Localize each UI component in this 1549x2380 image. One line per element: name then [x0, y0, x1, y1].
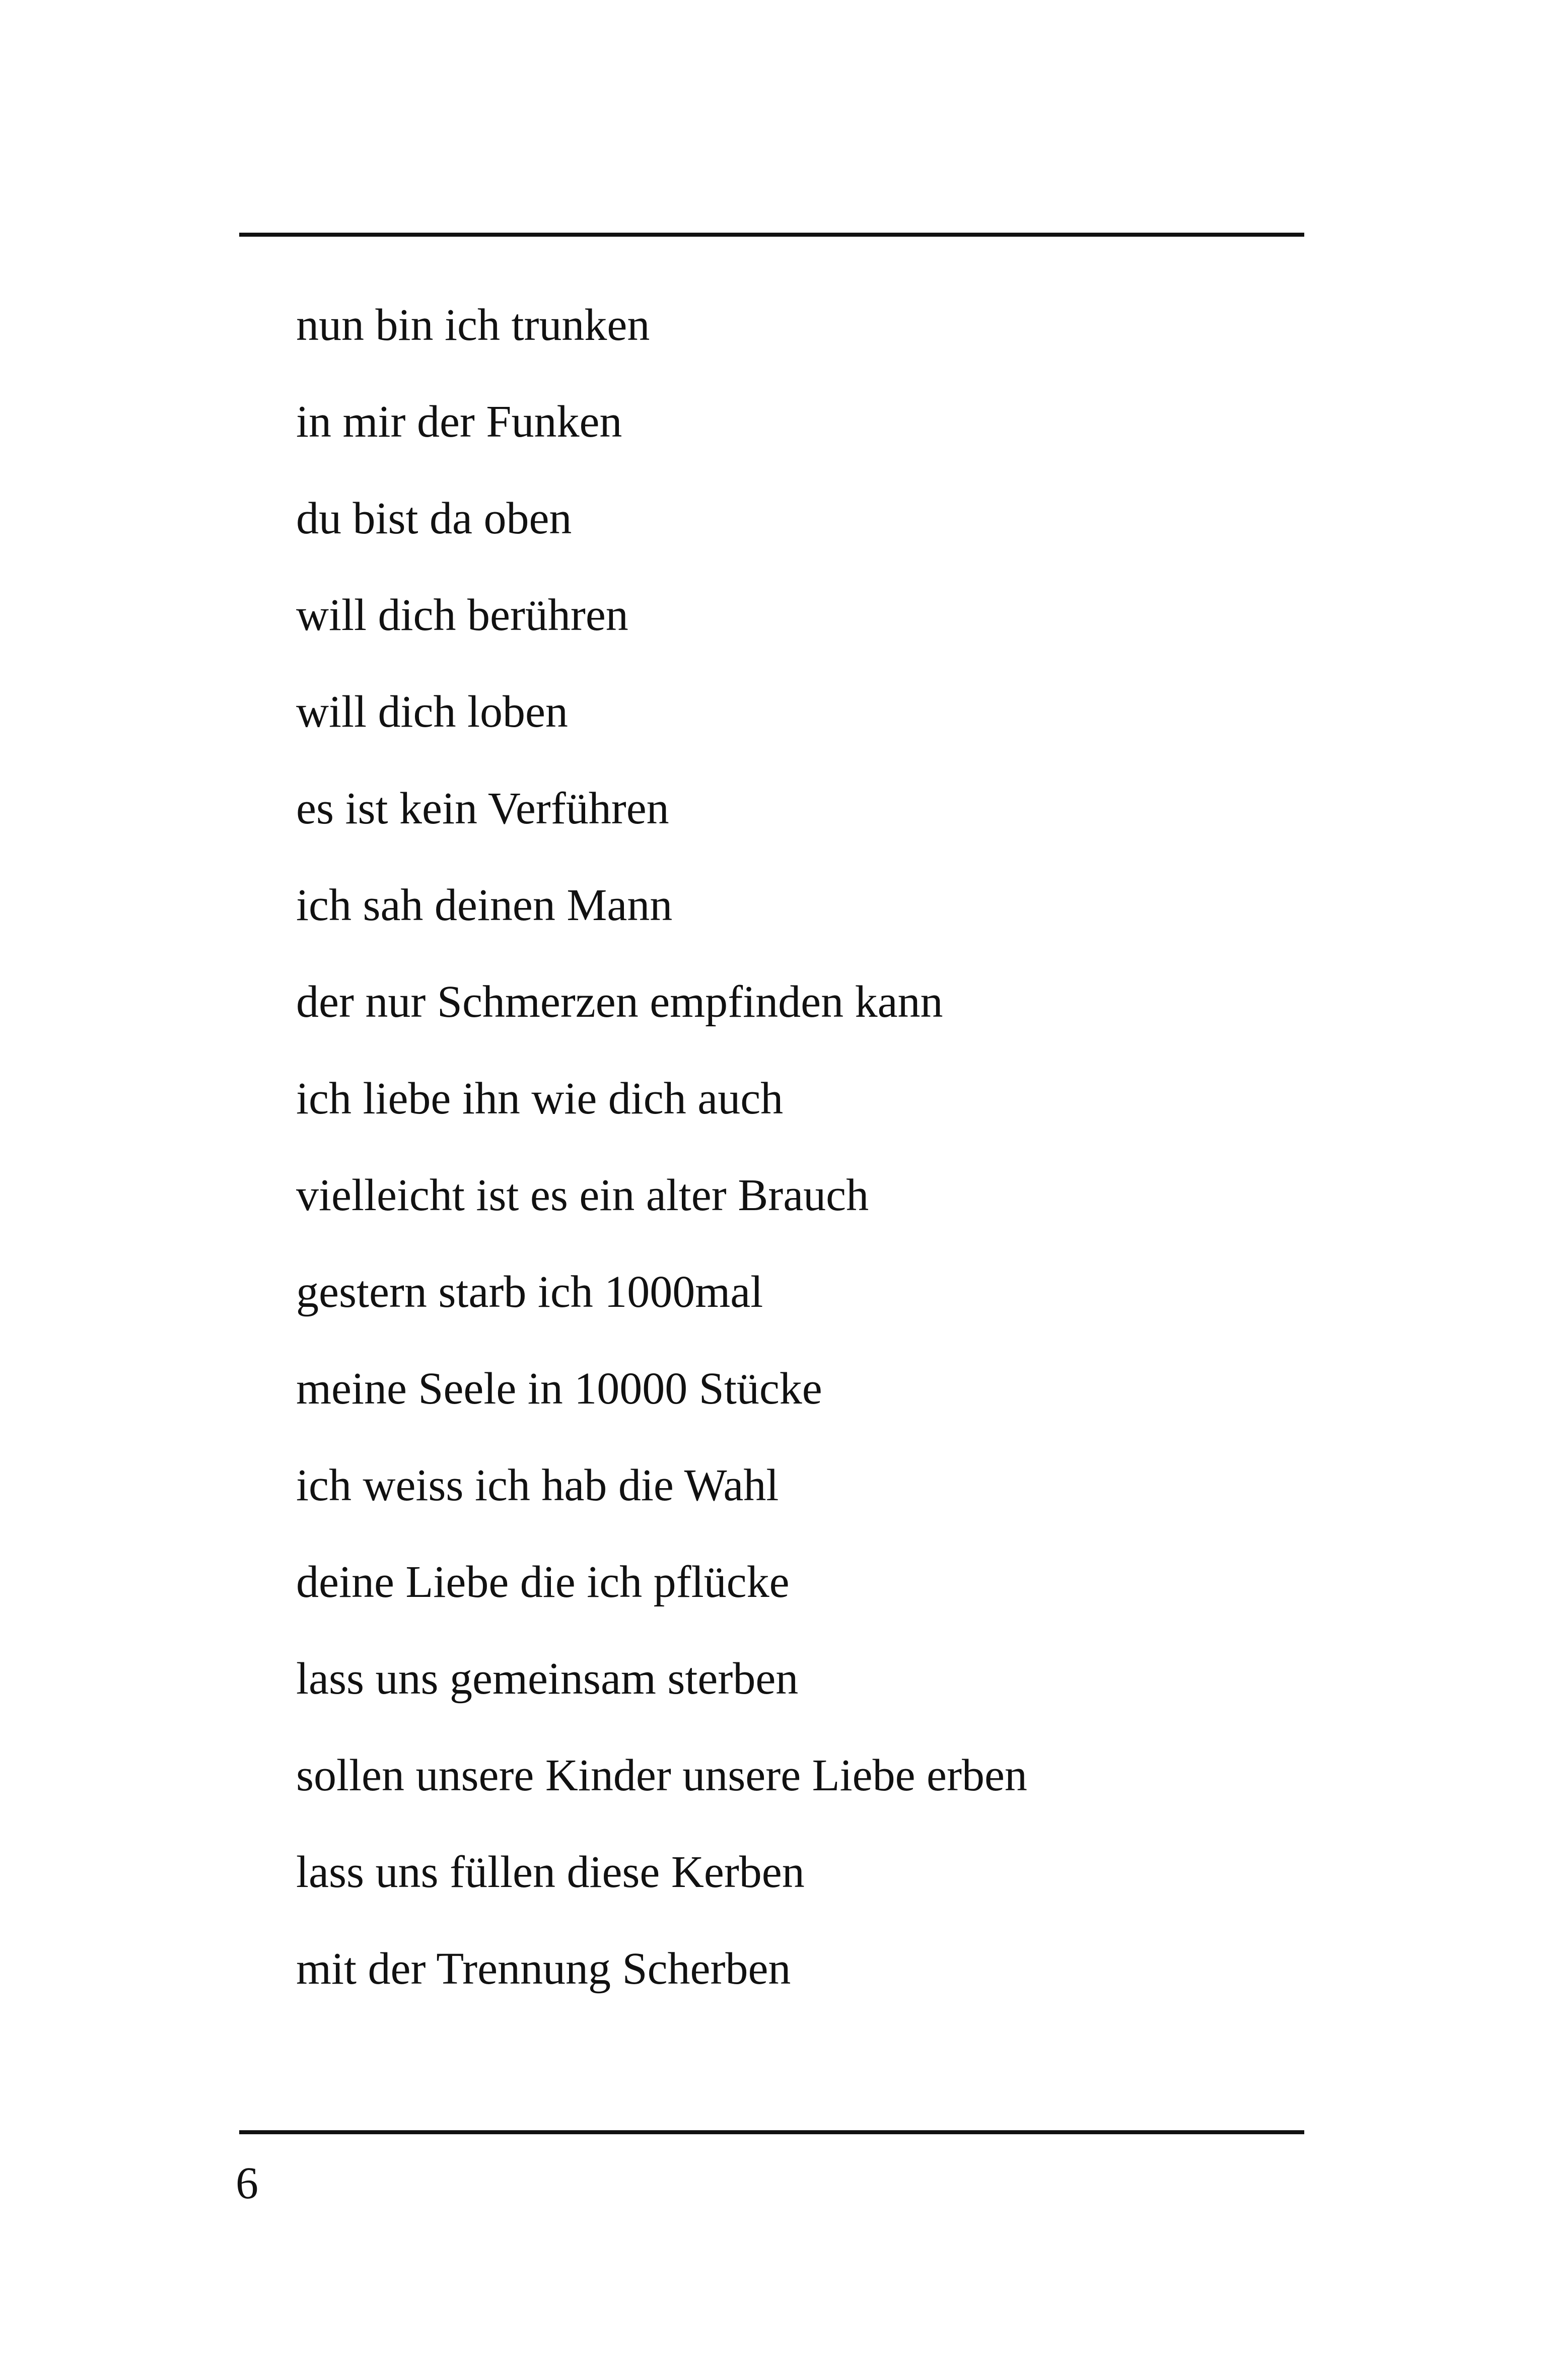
poem-line: ich weiss ich hab die Wahl	[296, 1460, 779, 1510]
poem-line: ich liebe ihn wie dich auch	[296, 1074, 784, 1124]
page-number: 6	[236, 2158, 258, 2208]
poem-line: mit der Trennung Scherben	[296, 1944, 791, 1994]
poem-line: in mir der Funken	[296, 397, 622, 447]
poem-line: lass uns füllen diese Kerben	[296, 1847, 805, 1897]
poem-line: nun bin ich trunken	[296, 300, 650, 350]
poem-line: der nur Schmerzen empfinden kann	[296, 977, 943, 1027]
poem-line: lass uns gemeinsam sterben	[296, 1654, 799, 1704]
poem-line: es ist kein Verführen	[296, 784, 669, 833]
poem-line: sollen unsere Kinder unsere Liebe erben	[296, 1751, 1027, 1800]
poem-line: du bist da oben	[296, 494, 572, 543]
top-rule	[239, 233, 1304, 237]
poem-line: ich sah deinen Mann	[296, 880, 673, 930]
poem-line: will dich loben	[296, 687, 568, 737]
poem-text	[296, 297, 1027, 2038]
poem-line: gestern starb ich 1000mal	[296, 1267, 763, 1317]
bottom-rule	[239, 2130, 1304, 2134]
poem-line: will dich berühren	[296, 590, 628, 640]
poem-line: meine Seele in 10000 Stücke	[296, 1364, 822, 1414]
poem-line: deine Liebe die ich pflücke	[296, 1557, 790, 1607]
poem-line: vielleicht ist es ein alter Brauch	[296, 1170, 869, 1220]
